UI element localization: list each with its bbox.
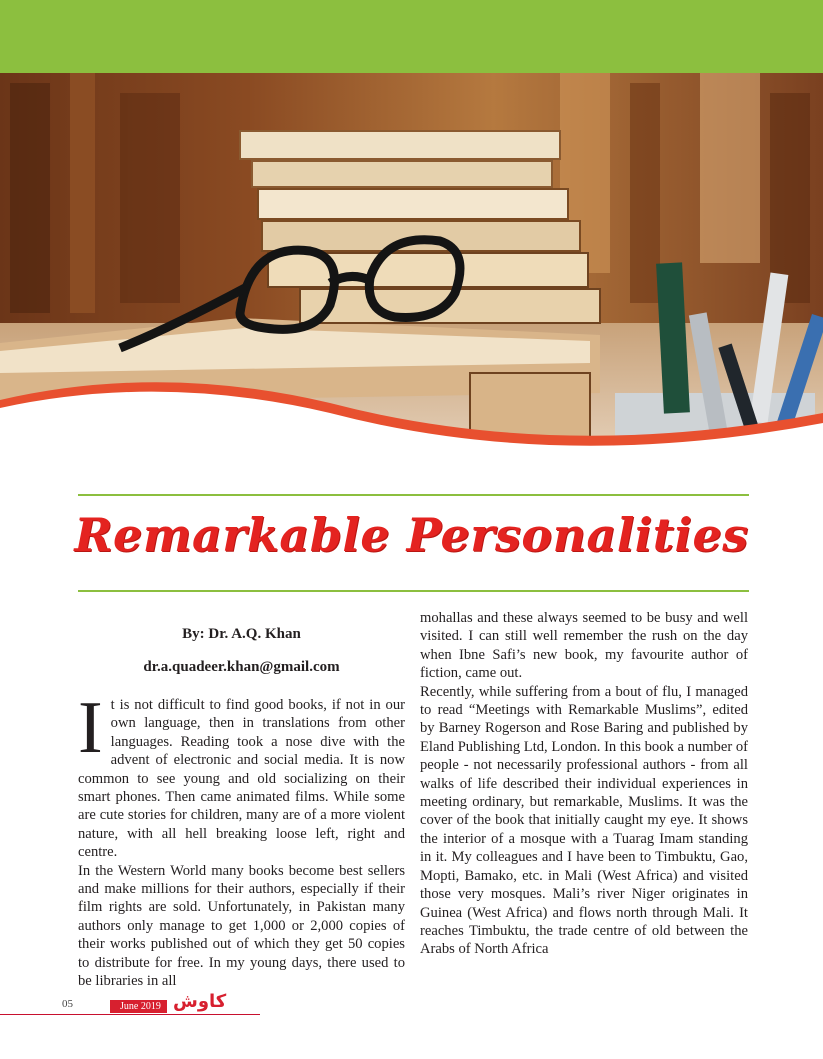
paragraph: t is not difficult to find good books, if not in our own language, then in translations from other languages. Reading took a nose dive with the advent of electronic and social media. It is now common to see young and old socializing on their smart phones. Then came animated films. While some are cute stories for children, many are of a more violent nature, with all hell breaking loose left, right and centre. [78,697,405,861]
title-top-rule [78,494,749,496]
books-glasses-pens-image [0,73,823,473]
drop-cap: I [78,687,103,769]
magazine-logo: کاوش [173,991,227,1012]
author-email: dr.a.quadeer.khan@gmail.com [143,659,340,675]
paragraph: mohallas and these always seemed to be busy and well visited. I can still well remember the rush on the day when Ibne Safi’s new book, my favourite author of fiction, came out. [420,610,748,682]
page-number: 05 [62,998,73,1010]
author-byline: By: Dr. A.Q. Khan [182,626,301,642]
paragraph: In the Western World many books become best sellers and make millions for their authors, especially if their film rights are sold. Unfortunately, in Pakistan many authors only manage to get 1,000 or 2,000 copies of their works published out of which they get 50 copies to distribute for free. In my young days, there used to be libraries in all [78,862,405,990]
header-photo [0,73,823,473]
title-bottom-rule [78,590,749,592]
article-title: Remarkable Personalities [74,508,749,562]
issue-date: June 2019 [110,1000,167,1013]
top-green-band [0,0,823,73]
footer-line [0,1014,260,1015]
right-column [420,609,748,959]
left-column [78,687,405,991]
paragraph: Recently, while suffering from a bout of flu, I managed to read “Meetings with Remarkable Muslims”, edited by Barney Rogerson and Rose Baring and published by Eland Publishing Ltd, London. In this book a number of people - not necessarily professional authors - from all walks of life described their individual experiences in meeting ordinary, but remarkable, Muslims. It was the cover of the book that initially caught my eye. It shows the interior of a mosque with a Tuarag Imam standing in it. My colleagues and I have been to Timbuktu, Gao, Mopti, Bamako, etc. in Mali (West Africa) and visited those very mosques. Mali’s river Niger originates in Guinea (West Africa) and flows north through Mali. It reaches Timbuktu, the trade centre of old between the Arabs of North Africa [420,683,748,958]
